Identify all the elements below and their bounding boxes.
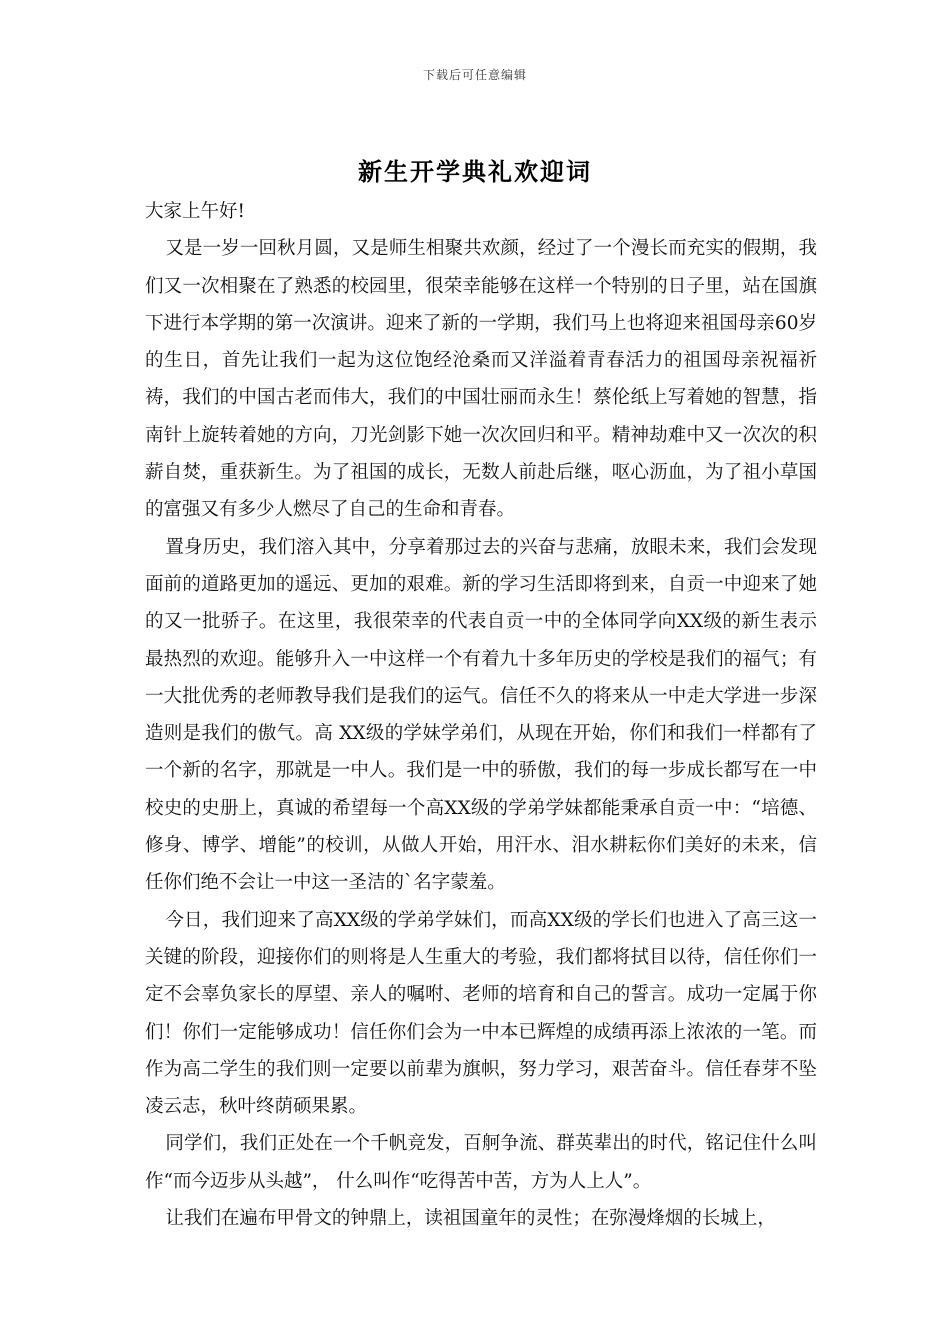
paragraph-1: 又是一岁一回秋月圆，又是师生相聚共欢颜，经过了一个漫长而充实的假期，我们又一次相聚在了熟悉的校园里，很荣幸能够在这样一个特别的日子里，站在国旗下进行本学期的第一次演讲。迎来了新的一学期，我们马上也将迎来祖国母亲60岁的生日，首先让我们一起为这位饱经沧桑而又洋溢着青春活力的祖国母亲祝福祈祷，我们的中国古老而伟大，我们的中国壮丽而永生！蔡伦纸上写着她的智慧，指南针上旋转着她的方向，刀光剑影下她一次次回归和平。精神劫难中又一次次的积薪自焚，重获新生。为了祖国的成长，无数人前赴后继，呕心沥血，为了祖小草国的富强又有多少人燃尽了自己的生命和青春。 (145, 238, 817, 521)
header-note: 下载后可任意编辑 (422, 68, 527, 82)
paragraph-5: 让我们在遍布甲骨文的钟鼎上，读祖国童年的灵性；在弥漫烽烟的长城上， (165, 1208, 776, 1230)
paragraph-3: 今日，我们迎来了高XX级的学弟学妹们，而高XX级的学长们也进入了高三这一关键的阶段，迎接你们的则将是人生重大的考验，我们都将拭目以待，信任你们一定不会辜负家长的厚望、亲人的嘱咐、老师的培育和自己的誓言。成功一定属于你们！你们一定能够成功！信任你们会为一中本已辉煌的成绩再添上浓浓的一笔。而作为高二学生的我们则一定要以前辈为旗帜，努力学习，艰苦奋斗。信任春芽不坠凌云志，秋叶终荫硕果累。 (145, 909, 817, 1118)
document-body (145, 193, 817, 1237)
document-title: 新生开学典礼欢迎词 (358, 157, 592, 186)
paragraph-2: 置身历史，我们溶入其中，分享着那过去的兴奋与悲痛，放眼未来，我们会发现面前的道路更加的遥远、更加的艰难。新的学习生活即将到来，自贡一中迎来了她的又一批骄子。在这里，我很荣幸的代表自贡一中的全体同学向XX级的新生表示最热烈的欢迎。能够升入一中这样一个有着九十多年历史的学校是我们的福气；有一大批优秀的老师教导我们是我们的运气。信任不久的将来从一中走大学进一步深造则是我们的傲气。高 XX级的学妹学弟们，从现在开始，你们和我们一样都有了一个新的名字，那就是一中人。我们是一中的骄傲，我们的每一步成长都写在一中校史的史册上，真诚的希望每一个高XX级的学弟学妹都能秉承自贡一中：“培德、修身、博学、增能”的校训，从做人开始，用汗水、泪水耕耘你们美好的未来，信任你们绝不会让一中这一圣洁的`名字蒙羞。 (145, 536, 817, 894)
greeting: 大家上午好! (145, 201, 245, 222)
paragraph-4: 同学们，我们正处在一个千帆竞发，百舸争流、群英辈出的时代，铭记住什么叫作“而今迈步从头越”， 什么叫作“吃得苦中苦，方为人上人”。 (145, 1133, 817, 1192)
